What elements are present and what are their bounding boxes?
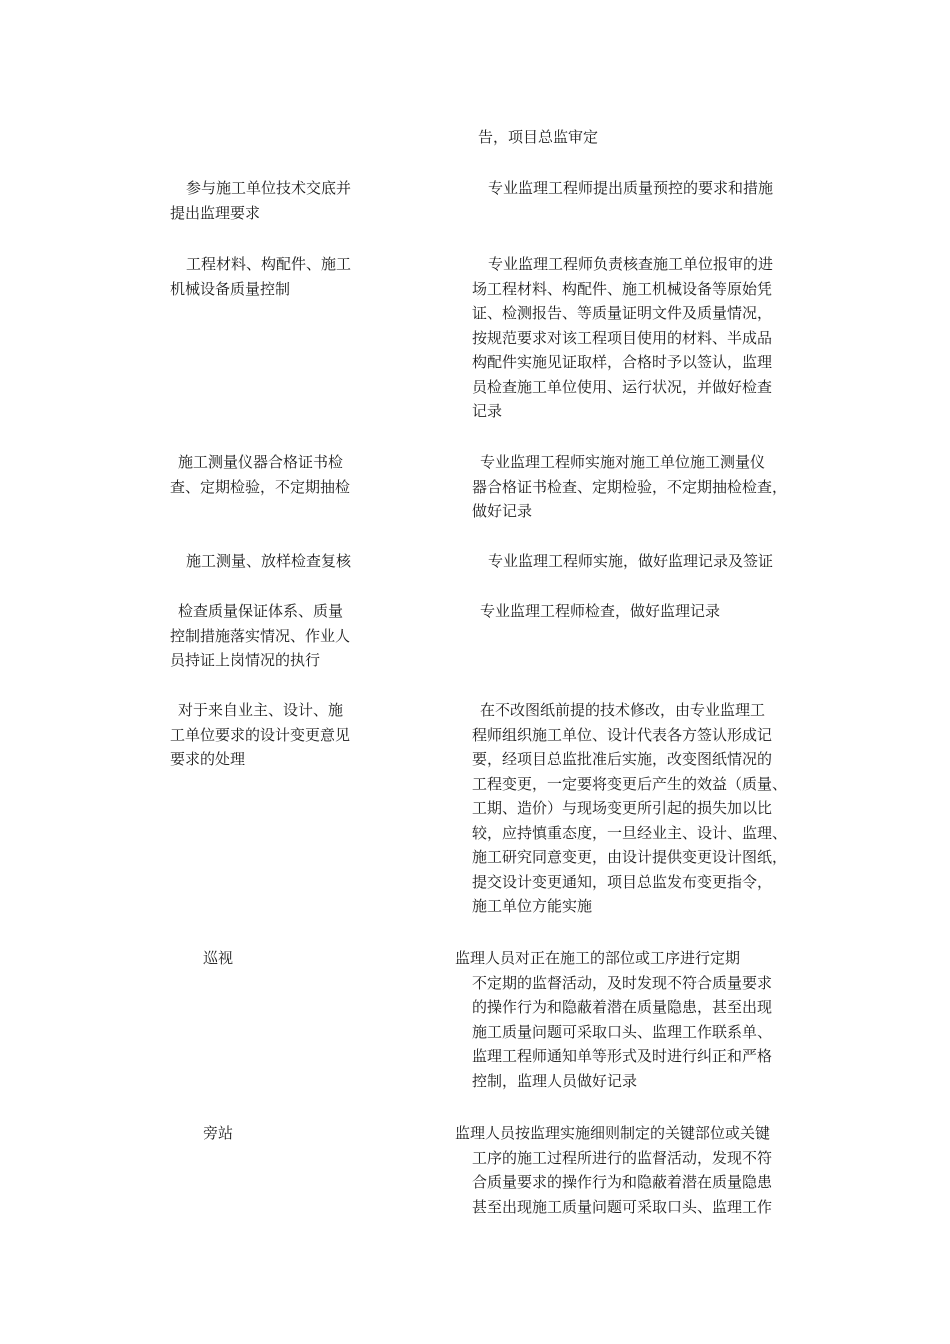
- text-line: 记录: [472, 402, 503, 420]
- text-line: 施工测量、放样检查复核: [186, 552, 352, 570]
- text-line: 专业监理工程师检查，做好监理记录: [480, 602, 721, 620]
- text-line: 施工单位方能实施: [472, 897, 593, 915]
- text-line: 控制，监理人员做好记录: [472, 1071, 638, 1090]
- text-line: 要，经项目总监批准后实施，改变图纸情况的: [472, 750, 773, 768]
- text-line: 施工质量问题可采取口头、监理工作联系单、: [472, 1022, 773, 1041]
- text-line: 检查质量保证体系、质量: [178, 602, 344, 620]
- row-left-cell: [170, 176, 351, 225]
- text-line: 构配件实施见证取样，合格时予以签认，监理: [472, 353, 773, 371]
- text-line: 工单位要求的设计变更意见: [170, 725, 351, 744]
- row-right-cell: [472, 599, 720, 624]
- text-line: 参与施工单位技术交底并: [186, 179, 352, 197]
- text-line: 专业监理工程师提出质量预控的要求和措施: [488, 179, 774, 197]
- text-line: 工程材料、构配件、施工: [186, 255, 352, 273]
- text-line: 证、检测报告、等质量证明文件及质量情况，: [472, 304, 773, 322]
- text-line: 施工测量仪器合格证书检: [178, 453, 344, 471]
- text-line: 旁站: [203, 1124, 234, 1142]
- text-line: 要求的处理: [170, 750, 246, 768]
- text-line: 监理人员按监理实施细则制定的关键部位或关键: [455, 1124, 771, 1142]
- row-right-cell: [455, 1121, 772, 1219]
- text-line: 巡视: [203, 949, 234, 967]
- text-line: 监理工程师通知单等形式及时进行纠正和严格: [472, 1047, 773, 1065]
- row-right-cell: [455, 946, 772, 1093]
- text-line: 不定期的监督活动，及时发现不符合质量要求: [472, 973, 773, 992]
- text-line: 做好记录: [472, 502, 533, 520]
- text-line: 专业监理工程师实施对施工单位施工测量仪: [480, 453, 766, 471]
- row-right-cell: [472, 450, 787, 524]
- text-line: 告，项目总监审定: [478, 128, 599, 146]
- text-line: 工期、造价）与现场变更所引起的损失加以比: [472, 799, 773, 817]
- text-line: 工序的施工过程所进行的监督活动，发现不符: [472, 1148, 773, 1167]
- text-line: 控制措施落实情况、作业人: [170, 626, 351, 645]
- text-line: 查、定期检验，不定期抽检: [170, 477, 351, 496]
- text-line: 专业监理工程师负责核查施工单位报审的进: [488, 255, 774, 273]
- text-line: 工程变更，一定要将变更后产生的效益（质量、: [472, 774, 788, 793]
- row-left-cell: [203, 1121, 233, 1146]
- text-line: 员持证上岗情况的执行: [170, 651, 321, 669]
- text-line: 机械设备质量控制: [170, 279, 291, 298]
- text-line: 甚至出现施工质量问题可采取口头、监理工作: [472, 1197, 773, 1216]
- text-line: 场工程材料、构配件、施工机械设备等原始凭: [472, 279, 773, 298]
- text-line: 的操作行为和隐蔽着潜在质量隐患，甚至出现: [472, 998, 773, 1016]
- text-line: 合质量要求的操作行为和隐蔽着潜在质量隐患: [472, 1173, 773, 1191]
- text-line: 员检查施工单位使用、运行状况，并做好检查: [472, 377, 773, 396]
- text-line: 在不改图纸前提的技术修改，由专业监理工: [480, 701, 766, 719]
- row-right-cell: [472, 549, 773, 574]
- row-right-cell: [472, 176, 773, 201]
- row-left-cell: [170, 549, 351, 574]
- text-line: 提交设计变更通知，项目总监发布变更指令，: [472, 872, 773, 891]
- text-line: 施工研究同意变更，由设计提供变更设计图纸，: [472, 848, 788, 866]
- row-left-cell: [203, 946, 233, 971]
- row-left-cell: [170, 450, 350, 499]
- text-line: 较，应持慎重态度，一旦经业主、设计、监理、: [472, 823, 788, 842]
- row-right-cell: [472, 252, 773, 424]
- continuation-right-cell: [478, 125, 598, 150]
- text-line: 提出监理要求: [170, 203, 261, 222]
- text-line: 专业监理工程师实施，做好监理记录及签证: [488, 552, 774, 570]
- row-left-cell: [170, 698, 350, 772]
- text-line: 器合格证书检查、定期检验，不定期抽检检查，: [472, 477, 788, 496]
- text-line: 对于来自业主、设计、施: [178, 701, 344, 719]
- text-line: 按规范要求对该工程项目使用的材料、半成品: [472, 328, 773, 347]
- row-left-cell: [170, 252, 351, 301]
- row-right-cell: [472, 698, 787, 919]
- text-line: 监理人员对正在施工的部位或工序进行定期: [455, 949, 741, 967]
- row-left-cell: [170, 599, 350, 673]
- text-line: 程师组织施工单位、设计代表各方签认形成记: [472, 725, 773, 744]
